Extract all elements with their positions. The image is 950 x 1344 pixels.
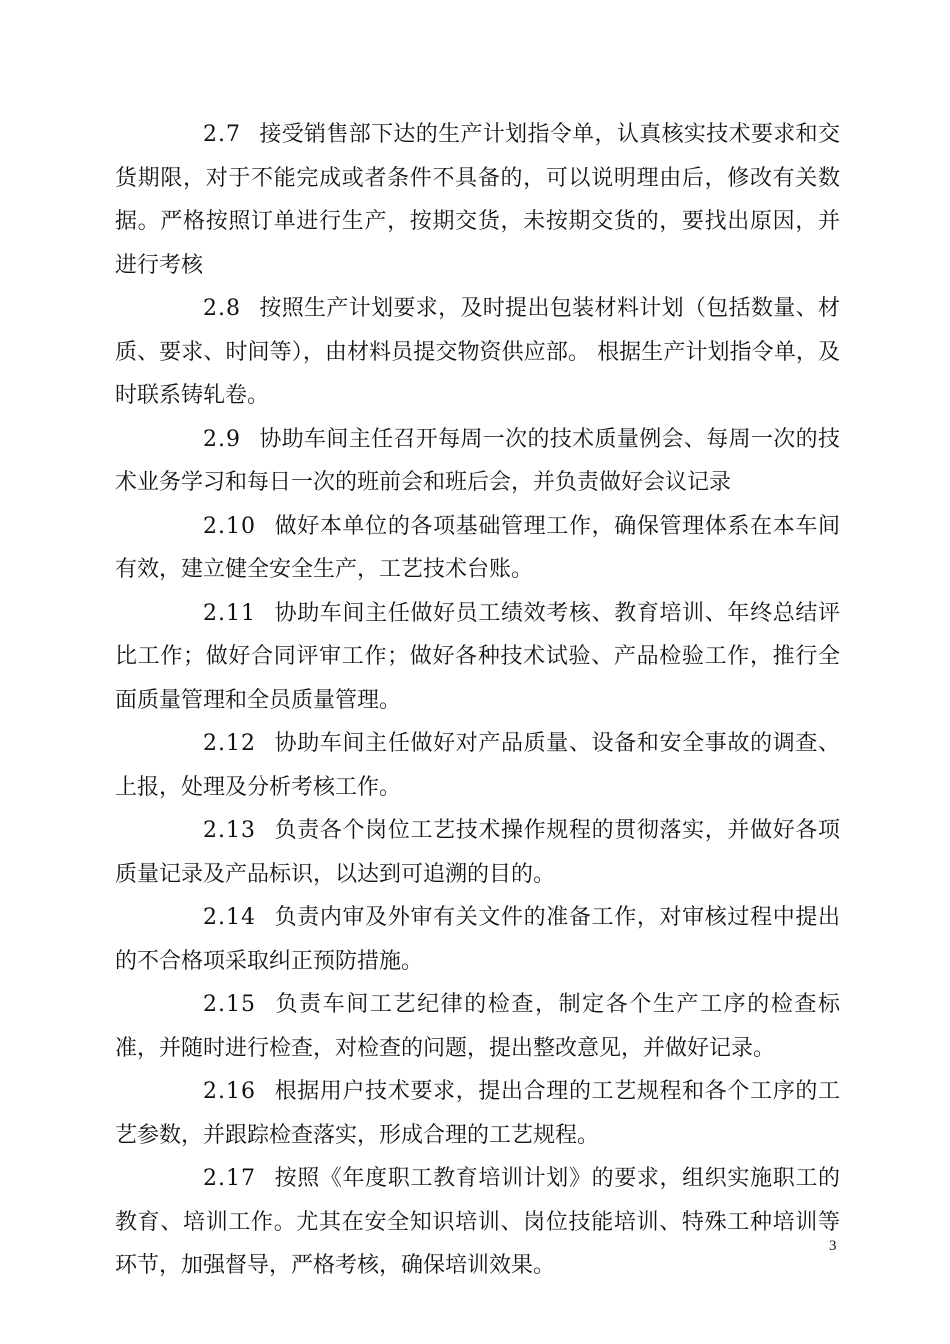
item-number: 2.10 xyxy=(203,513,256,539)
paragraph-text: 按照生产计划要求，及时提出包装材料计划（包括数量、材质、要求、时间等），由材料员提交物资供应部。 根据生产计划指令单，及时联系铸轧卷。 xyxy=(115,296,840,408)
paragraph-text: 按照《年度职工教育培训计划》的要求，组织实施职工的教育、培训工作。尤其在安全知识培训、岗位技能培训、特殊工种培训等环节，加强督导，严格考核，确保培训效果。 xyxy=(115,1166,840,1278)
item-number: 2.12 xyxy=(203,731,256,756)
item-number: 2.13 xyxy=(203,818,256,843)
item-number: 2.11 xyxy=(203,600,256,626)
document-body xyxy=(115,113,840,1288)
paragraph-2-17 xyxy=(115,1157,840,1288)
item-number: 2.16 xyxy=(203,1079,256,1104)
page-number: 3 xyxy=(829,1238,837,1254)
paragraph-text: 负责各个岗位工艺技术操作规程的贯彻落实，并做好各项质量记录及产品标识，以达到可追溯的目的。 xyxy=(115,818,840,887)
item-number: 2.8 xyxy=(203,296,241,321)
paragraph-text: 协助车间主任召开每周一次的技术质量例会、每周一次的技术业务学习和每日一次的班前会和班后会，并负责做好会议记录 xyxy=(115,426,840,495)
item-number: 2.17 xyxy=(203,1166,256,1191)
item-number: 2.9 xyxy=(203,426,241,452)
paragraph-2-11 xyxy=(115,592,840,723)
paragraph-text: 接受销售部下达的生产计划指令单，认真核实技术要求和交货期限，对于不能完成或者条件不具备的，可以说明理由后，修改有关数据。严格按照订单进行生产，按期交货，未按期交货的，要找出原因，并进行考核 xyxy=(115,122,840,278)
item-number: 2.7 xyxy=(203,122,241,147)
paragraph-2-12 xyxy=(115,722,840,809)
paragraph-2-16 xyxy=(115,1070,840,1157)
item-number: 2.15 xyxy=(203,992,256,1017)
paragraph-2-9 xyxy=(115,418,840,505)
paragraph-2-10 xyxy=(115,505,840,592)
paragraph-2-15 xyxy=(115,983,840,1070)
paragraph-text: 负责车间工艺纪律的检查，制定各个生产工序的检查标准，并随时进行检查，对检查的问题，提出整改意见，并做好记录。 xyxy=(115,992,840,1061)
paragraph-text: 负责内审及外审有关文件的准备工作，对审核过程中提出的不合格项采取纠正预防措施。 xyxy=(115,905,840,974)
paragraph-text: 协助车间主任做好对产品质量、设备和安全事故的调查、上报，处理及分析考核工作。 xyxy=(115,731,840,800)
item-number: 2.14 xyxy=(203,905,256,930)
paragraph-text: 做好本单位的各项基础管理工作，确保管理体系在本车间有效，建立健全安全生产，工艺技术台账。 xyxy=(115,513,840,582)
paragraph-2-14 xyxy=(115,896,840,983)
paragraph-text: 根据用户技术要求，提出合理的工艺规程和各个工序的工艺参数，并跟踪检查落实，形成合理的工艺规程。 xyxy=(115,1079,840,1148)
paragraph-2-13 xyxy=(115,809,840,896)
paragraph-2-8 xyxy=(115,287,840,418)
paragraph-2-7 xyxy=(115,113,840,287)
paragraph-text: 协助车间主任做好员工绩效考核、教育培训、年终总结评比工作；做好合同评审工作；做好各种技术试验、产品检验工作，推行全面质量管理和全员质量管理。 xyxy=(115,600,840,713)
